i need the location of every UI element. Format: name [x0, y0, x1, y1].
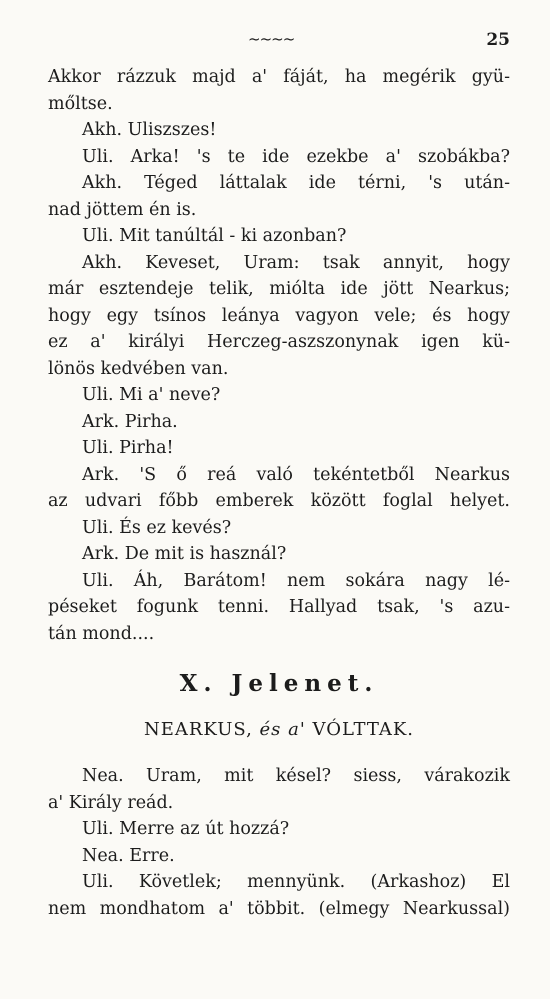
text-line: nem mondhatom a' többit. (elmegy Nearkussal)	[48, 898, 510, 919]
text-line: Uli. És ez kevés?	[82, 517, 232, 538]
text-line: nad jöttem én is.	[48, 199, 197, 220]
scene-subtitle-part: NEARKUS,	[143, 719, 260, 740]
text-line: Uli. Arka! 's te ide ezekbe a' szobákba?	[82, 146, 510, 167]
text-line: Uli. Pirha!	[82, 438, 174, 458]
scene-subtitle	[48, 709, 510, 751]
text-line: Akh. Uliszszes!	[82, 120, 217, 140]
scene-subtitle-part: és a'	[259, 719, 306, 740]
text-line: Akh. Keveset, Uram: tsak annyit, hogy	[82, 252, 510, 273]
ornament-mark: ~~~~	[248, 30, 295, 48]
text-line: Akkor rázzuk majd a' fáját, ha megérik gyü-	[48, 67, 510, 87]
text-line: Nea. Erre.	[82, 845, 175, 866]
text-line: Ark. Pirha.	[82, 411, 178, 432]
scene-title: X. Jelenet.	[179, 670, 379, 697]
text-line: a' Király reád.	[48, 792, 174, 813]
text-line: az udvari főbb emberek között foglal helyet.	[48, 491, 510, 511]
text-line: ez a' királyi Herczeg-aszszonynak igen kü-	[48, 332, 510, 352]
page-header	[0, 28, 550, 56]
text-line: lönös kedvében van.	[48, 358, 229, 379]
text-line: tán mond....	[48, 623, 155, 644]
text-line: Uli. Merre az út hozzá?	[82, 819, 290, 839]
text-line: Uli. Mi a' neve?	[82, 385, 221, 405]
text-line: Ark. 'S ő reá való tekéntetből Nearkus	[82, 464, 510, 485]
scene-subtitle-part: VÓLTTAK.	[305, 719, 415, 740]
page-body	[48, 64, 510, 922]
text-line: Uli. Követlek; mennyünk. (Arkashoz) El	[82, 872, 510, 892]
text-line: Nea. Uram, mit késel? siess, várakozik	[82, 766, 510, 786]
text-line: péseket fogunk tenni. Hallyad tsak, 's azu-	[48, 597, 510, 617]
text-line: Uli. Mit tanúltál - ki azonban?	[82, 226, 347, 246]
text-line: mőltse.	[48, 93, 113, 114]
text-line: Ark. De mit is használ?	[82, 544, 287, 564]
text-line: már esztendeje telik, miólta ide jött Nearkus;	[48, 279, 510, 299]
text-line: Akh. Téged láttalak ide térni, 's után-	[82, 173, 510, 193]
text-line: hogy egy tsínos leánya vagyon vele; és hogy	[48, 305, 510, 326]
text-line: Uli. Áh, Barátom! nem sokára nagy lé-	[82, 570, 510, 591]
page-number: 25	[486, 30, 510, 50]
